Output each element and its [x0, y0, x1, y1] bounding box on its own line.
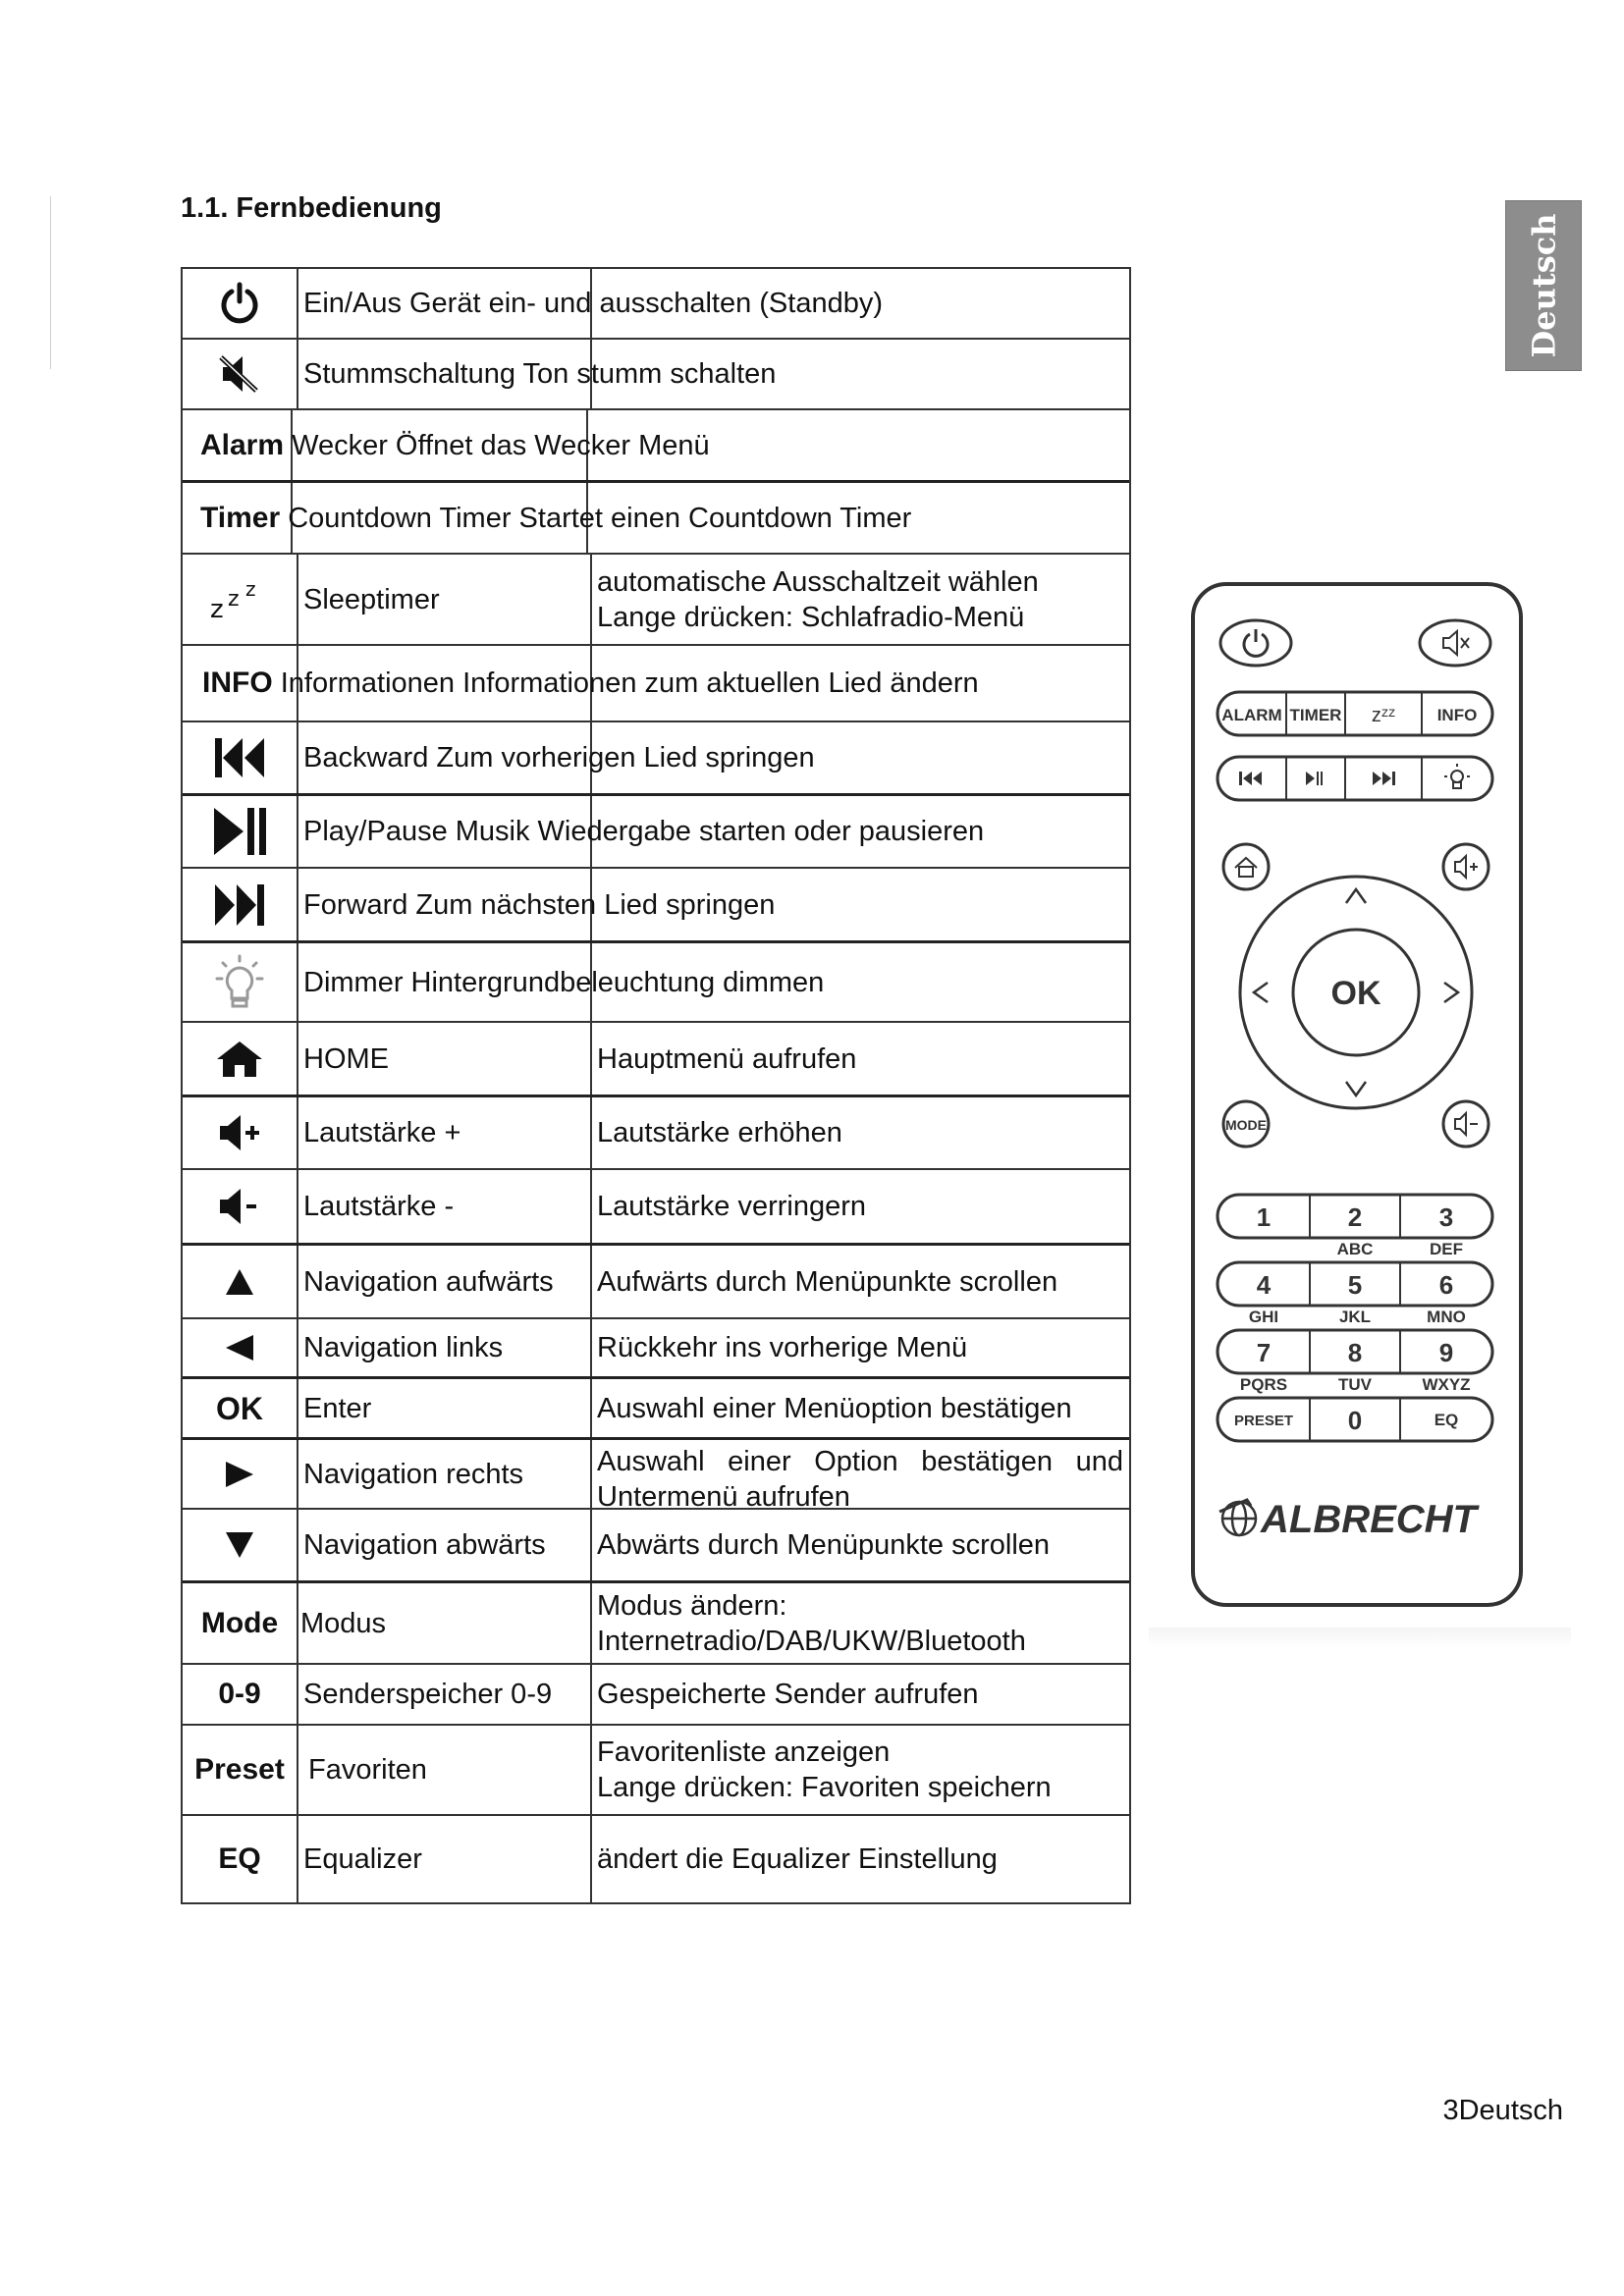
row-name: Lautstärke -: [303, 1191, 455, 1222]
table-row: [183, 793, 1129, 867]
row-name: Navigation links: [303, 1332, 504, 1363]
remote-letters-pqrs: PQRS: [1239, 1375, 1288, 1394]
remote-letters-def: DEF: [1430, 1240, 1463, 1258]
forward-icon: [183, 869, 297, 940]
row-desc-line2: Lange drücken: Favoriten speichern: [597, 1772, 1052, 1803]
row-desc: Lautstärke verringern: [597, 1191, 867, 1222]
svg-text:z: z: [245, 577, 256, 601]
row-name: Favoriten: [308, 1754, 427, 1786]
row-desc-line2: Lange drücken: Schlafradio-Menü: [597, 601, 1025, 633]
section-heading: 1.1. Fernbedienung: [181, 192, 442, 224]
info-key-label: INFO: [202, 667, 273, 699]
table-row: [183, 480, 1129, 553]
home-icon: [183, 1023, 297, 1095]
remote-letters-abc: ABC: [1336, 1240, 1374, 1258]
margin-line: [50, 196, 51, 369]
row-name: Modus: [300, 1607, 387, 1639]
remote-shadow: [1149, 1628, 1571, 1647]
table-row: [183, 1814, 1129, 1902]
alarm-key-label: Alarm: [200, 428, 285, 461]
table-row: [183, 1095, 1129, 1168]
table-row: [183, 1376, 1129, 1437]
remote-function-table: [181, 267, 1131, 1904]
remote-control-illustration: [1190, 581, 1524, 1608]
arrow-down-icon: [183, 1510, 297, 1580]
remote-alarm-key: ALARM: [1221, 706, 1282, 724]
row-text: Informationen Informationen zum aktuellen Lied ändern: [280, 667, 979, 699]
table-row: [183, 1724, 1129, 1814]
row-desc: Abwärts durch Menüpunkte scrollen: [597, 1529, 1051, 1561]
mode-key-label: Mode: [200, 1606, 279, 1639]
dimmer-icon: [183, 943, 297, 1021]
row-name: Navigation abwärts: [303, 1529, 546, 1561]
table-row: [183, 1168, 1129, 1243]
table-row: [183, 1243, 1129, 1317]
row-name: Lautstärke +: [303, 1117, 461, 1148]
row-desc: Auswahl einer Menüoption bestätigen: [597, 1392, 1072, 1424]
table-row: [183, 269, 1129, 338]
remote-eq-key: EQ: [1434, 1411, 1459, 1429]
table-row: [183, 338, 1129, 408]
row-desc: Auswahl einer Option bestätigen und Untermenü aufrufen: [597, 1446, 1123, 1513]
row-name: HOME: [303, 1042, 389, 1075]
table-row: [183, 940, 1129, 1021]
volume-down-icon: [183, 1170, 297, 1243]
volume-up-icon: [183, 1097, 297, 1168]
row-name: Senderspeicher 0-9: [303, 1679, 553, 1710]
remote-letters-tuv: TUV: [1338, 1375, 1372, 1394]
remote-letters-wxyz: WXYZ: [1422, 1375, 1471, 1394]
row-name: Equalizer: [303, 1843, 422, 1875]
table-row: [183, 644, 1129, 721]
remote-key-5: 5: [1347, 1270, 1363, 1300]
table-row: [183, 1021, 1129, 1095]
remote-sleep-key: zᶻᶻ: [1371, 705, 1396, 726]
backward-icon: [183, 722, 297, 793]
row-text: Forward Zum nächsten Lied springen: [303, 888, 776, 921]
ok-key-label: OK: [216, 1390, 263, 1426]
remote-timer-key: TIMER: [1289, 706, 1342, 724]
table-row: [183, 1580, 1129, 1663]
row-text: Ein/Aus Gerät ein- und ausschalten (Standby): [303, 288, 883, 319]
remote-volume-down-button: [1443, 1101, 1489, 1147]
row-desc: ändert die Equalizer Einstellung: [597, 1843, 998, 1875]
remote-key-1: 1: [1256, 1202, 1272, 1232]
svg-text:z: z: [210, 594, 224, 621]
row-desc-line2: Internetradio/DAB/UKW/Bluetooth: [597, 1625, 1026, 1657]
remote-key-3: 3: [1438, 1202, 1454, 1232]
svg-text:z: z: [228, 586, 240, 612]
remote-key-2: 2: [1347, 1202, 1363, 1232]
page-number: 3Deutsch: [1442, 2095, 1563, 2126]
remote-key-8: 8: [1347, 1338, 1363, 1367]
remote-key-0: 0: [1347, 1406, 1363, 1435]
play-pause-icon: [183, 796, 297, 867]
arrow-left-icon: [183, 1319, 297, 1376]
row-desc: Lautstärke erhöhen: [597, 1117, 842, 1148]
row-desc-line1: Favoritenliste anzeigen: [597, 1736, 891, 1768]
remote-info-key: INFO: [1436, 706, 1478, 724]
row-desc: Aufwärts durch Menüpunkte scrollen: [597, 1265, 1058, 1298]
preset-key-label: Preset: [194, 1753, 285, 1786]
row-desc: Rückkehr ins vorherige Menü: [597, 1332, 968, 1363]
remote-letters-mno: MNO: [1427, 1308, 1466, 1326]
remote-preset-key: PRESET: [1233, 1413, 1294, 1429]
row-text: Backward Zum vorherigen Lied springen: [303, 742, 815, 774]
eq-key-label: EQ: [218, 1842, 261, 1875]
table-row: [183, 553, 1129, 644]
row-name: Sleeptimer: [303, 583, 440, 615]
row-name: Enter: [303, 1392, 372, 1424]
row-desc-line1: Modus ändern:: [597, 1589, 787, 1622]
remote-mode-button: [1223, 1101, 1269, 1147]
remote-brand: ALBRECHT: [1261, 1498, 1477, 1541]
row-desc-line1: automatische Ausschaltzeit wählen: [597, 565, 1039, 598]
language-tab: [1505, 200, 1582, 371]
row-name: Navigation rechts: [303, 1458, 524, 1490]
digits-key-label: 0-9: [218, 1678, 261, 1710]
remote-key-4: 4: [1256, 1270, 1272, 1300]
arrow-up-icon: [183, 1246, 297, 1317]
power-icon: [183, 269, 297, 338]
row-text: Wecker Öffnet das Wecker Menü: [292, 429, 710, 461]
row-desc: Gespeicherte Sender aufrufen: [597, 1679, 979, 1710]
language-tab-label: Deutsch: [1525, 213, 1563, 358]
table-row: [183, 1663, 1129, 1724]
remote-letters-ghi: GHI: [1248, 1308, 1279, 1326]
table-row: [183, 1317, 1129, 1376]
remote-power-button: [1220, 620, 1291, 666]
remote-key-9: 9: [1438, 1338, 1454, 1367]
remote-mute-button: [1420, 620, 1490, 666]
row-name: Navigation aufwärts: [303, 1265, 554, 1298]
table-row: [183, 1437, 1129, 1513]
table-row: [183, 721, 1129, 793]
svg-text:MODE: MODE: [1225, 1117, 1267, 1133]
remote-key-6: 6: [1438, 1270, 1454, 1300]
table-row: [183, 1508, 1129, 1580]
remote-key-7: 7: [1256, 1338, 1272, 1367]
remote-volume-up-button: [1443, 844, 1489, 889]
mute-icon: [183, 340, 297, 408]
timer-key-label: Timer: [200, 501, 281, 534]
remote-ok-label: OK: [1330, 975, 1381, 1012]
remote-home-button: [1223, 844, 1269, 889]
row-desc: Hauptmenü aufrufen: [597, 1042, 857, 1075]
row-text: Dimmer Hintergrundbeleuchtung dimmen: [303, 966, 825, 998]
table-row: [183, 408, 1129, 480]
row-text: Countdown Timer Startet einen Countdown Timer: [288, 502, 912, 534]
arrow-right-icon: [183, 1440, 297, 1508]
table-row: [183, 867, 1129, 940]
remote-letters-jkl: JKL: [1338, 1308, 1372, 1326]
sleep-icon: [183, 555, 297, 644]
row-text: Stummschaltung Ton stumm schalten: [303, 358, 777, 390]
row-text: Play/Pause Musik Wiedergabe starten oder pausieren: [303, 816, 985, 847]
